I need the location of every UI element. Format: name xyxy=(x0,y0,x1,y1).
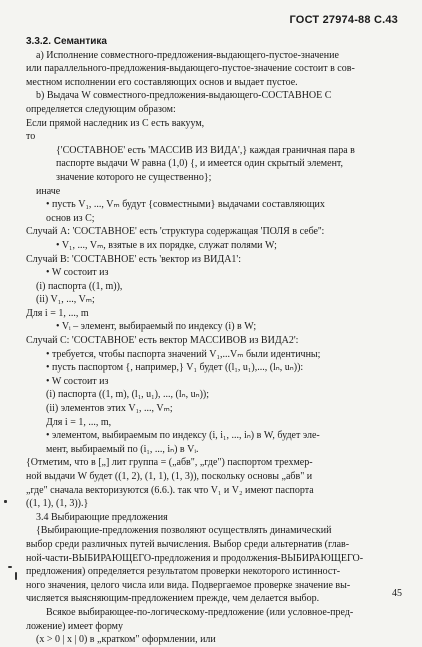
text-line: местном исполнении его составляющих основ и выдает пустое. xyxy=(26,76,298,88)
text-line: {Отметим, что в [„] лит группа = („абв", „где") паспортом трехмер- xyxy=(26,457,313,469)
scan-speck xyxy=(15,572,17,580)
text-line: выбор среди различных путей вычисления. Выбор среди альтернатив (глав- xyxy=(26,538,350,550)
text-line: ((1, 1), (1, 3)).} xyxy=(26,498,89,510)
text-line: • требуется, чтобы паспорта значений V₁,...Vₘ были идентичны; xyxy=(46,348,321,360)
text-line: ной выдачи W будет ((1, 2), (1, 1), (1, 3)), поскольку основы „абв" и xyxy=(26,471,313,482)
text-line: ложение) имеет форму xyxy=(26,620,124,632)
text-line: (i) паспорта ((1, m), (l₁, u₁), ..., (lₙ, uₙ)); xyxy=(46,389,210,401)
text-line: ной-части-ВЫБИРАЮЩЕГО-предложения и продолжения-ВЫБИРАЮЩЕГО- xyxy=(26,552,364,564)
page-body xyxy=(26,35,404,647)
text-line: (i) паспорта ((1, m)), xyxy=(36,280,123,292)
text-line: a) Исполнение совместного-предложения-выдающего-пустое-значение xyxy=(36,49,339,61)
text-line: то xyxy=(26,131,36,143)
text-line: мент, выбираемый по (i₁, ..., iₙ) в Vᵢ. xyxy=(46,443,199,455)
text-line: (ii) V₁, ..., Vₘ; xyxy=(36,294,95,306)
text-line: значение которого не существенно}; xyxy=(56,171,212,183)
text-line: Всякое выбирающее-по-логическому-предложение (или условное-пред- xyxy=(46,606,354,618)
text-line: Случай А: 'СОСТАВНОЕ' есть 'структура содержащая 'ПОЛЯ в себе'': xyxy=(26,226,325,238)
page-header-code: ГОСТ 27974-88 С.43 xyxy=(289,14,398,26)
text-line: числяется выясняющим-предложением прежде, чем делается выбор. xyxy=(26,593,320,605)
text-line: {Выбирающие-предложения позволяют осуществлять динамический xyxy=(36,525,332,537)
section-heading: 3.4 Выбирающие предложения xyxy=(36,511,168,523)
text-line: „где" сначала векторизуются (6.6.). так что V₁ и V₂ имеют паспорта xyxy=(26,484,314,496)
text-line: паспорте выдачи W равна (1,0) {, и имеется один скрытый элемент, xyxy=(56,158,344,170)
text-line: Если прямой наследник из С есть вакуум, xyxy=(26,117,205,129)
text-line: • элементом, выбираемым по индексу (i, i₁, ..., iₙ) в W, будет эле- xyxy=(46,430,320,442)
section-heading: 3.3.2. Семантика xyxy=(26,36,107,47)
text-line: (ii) элементов этих V₁, ..., Vₘ; xyxy=(46,403,173,415)
text-line: ного значения, целого числа или вида. Подвергаемое проверке значение вы- xyxy=(26,579,351,591)
text-line: основ из С; xyxy=(46,212,95,224)
text-line: • W состоит из xyxy=(46,375,109,387)
text-line: • пусть V₁, ..., Vₘ будут {совместными} выдачами составляющих xyxy=(46,199,325,211)
text-line: • W состоит из xyxy=(46,267,109,279)
text-line: предложения) определяется результатом проверки некоторого истинност- xyxy=(26,566,341,578)
scan-speck xyxy=(8,566,12,568)
text-line: или параллельного-предложения-выдающего-пустое-значение состоит в сов- xyxy=(26,63,355,75)
text-line: Случай С: 'СОСТАВНОЕ' есть вектор МАССИВОВ из ВИДА2': xyxy=(26,335,299,347)
scan-speck xyxy=(4,500,7,503)
text-line: • V₁, ..., Vₘ, взятые в их порядке, служат полями W; xyxy=(56,239,277,251)
text-line: иначе xyxy=(36,185,61,197)
text-line: • Vᵢ – элемент, выбираемый по индексу (i) в W; xyxy=(56,321,257,333)
text-line: Для i = 1, ..., m, xyxy=(46,416,112,428)
text-line: Для i = 1, ..., m xyxy=(26,307,89,319)
text-line: b) Выдача W совместного-предложения-выдающего-СОСТАВНОЕ С xyxy=(36,90,332,102)
text-line: Случай В: 'СОСТАВНОЕ' есть 'вектор из ВИДА1': xyxy=(26,253,242,265)
text-line: {'СОСТАВНОЕ' есть 'МАССИВ ИЗ ВИДА',} каждая граничная пара в xyxy=(56,144,355,156)
page-number: 45 xyxy=(392,588,402,599)
text-line: • пусть паспортом {, например,} V₁ будет ((l₁, u₁),..., (lₙ, uₙ)): xyxy=(46,362,304,374)
text-line: (x > 0 | x | 0) в „кратком" оформлении, или xyxy=(36,634,216,646)
text-line: определяется следующим образом: xyxy=(26,103,176,115)
